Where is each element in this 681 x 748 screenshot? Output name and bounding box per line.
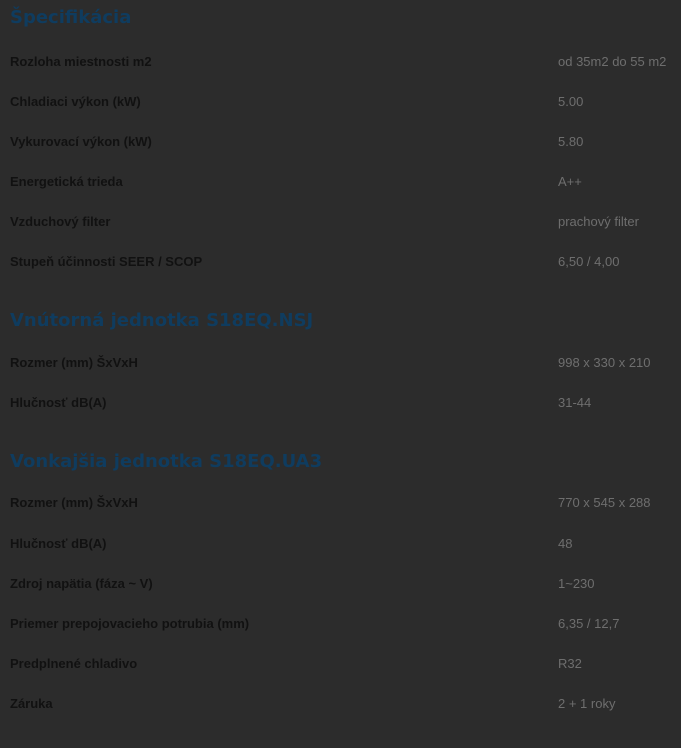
spec-label: Vykurovací výkon (kW) [10,134,152,149]
spec-row-cooling-power [0,82,681,122]
spec-label: Rozloha miestnosti m2 [10,54,152,69]
spec-label: Hlučnosť dB(A) [10,395,107,410]
spec-value: 1~230 [558,576,595,591]
spec-value: 6,50 / 4,00 [558,254,620,269]
spec-label: Záruka [10,696,53,711]
spec-row-indoor-noise [0,383,681,423]
spec-value: 2 + 1 roky [558,696,616,711]
spec-label: Vzduchový filter [10,214,111,229]
spec-value: 48 [558,536,573,551]
spec-row-pipe-diameter [0,604,681,644]
spec-value: prachový filter [558,214,639,229]
section-title-indoor-unit: Vnútorná jednotka S18EQ.NSJ [10,310,314,331]
spec-label: Energetická trieda [10,174,123,189]
section-title-specifikacia: Špecifikácia [10,7,132,28]
spec-label: Rozmer (mm) ŠxVxH [10,355,138,370]
spec-label: Stupeň účinnosti SEER / SCOP [10,254,203,269]
spec-label: Chladiaci výkon (kW) [10,94,141,109]
spec-label: Hlučnosť dB(A) [10,536,107,551]
spec-row-outdoor-noise [0,524,681,564]
spec-row-power-supply [0,564,681,604]
spec-label: Zdroj napätia (fáza ~ V) [10,576,153,591]
spec-value: 5.00 [558,94,584,109]
spec-row-room-area [0,42,681,82]
spec-value: A++ [558,174,582,189]
spec-value: od 35m2 do 55 m2 [558,54,667,69]
spec-row-refrigerant [0,644,681,684]
spec-row-efficiency [0,242,681,282]
spec-label: Rozmer (mm) ŠxVxH [10,495,138,510]
spec-value: 31-44 [558,395,592,410]
spec-value: 6,35 / 12,7 [558,616,620,631]
spec-label: Predplnené chladivo [10,656,138,671]
spec-row-indoor-dimensions [0,343,681,383]
spec-value: 998 x 330 x 210 [558,355,651,370]
spec-row-warranty [0,684,681,724]
spec-row-outdoor-dimensions [0,483,681,523]
section-title-outdoor-unit: Vonkajšia jednotka S18EQ.UA3 [10,451,323,472]
spec-value: 5.80 [558,134,584,149]
spec-label: Priemer prepojovacieho potrubia (mm) [10,616,250,631]
spec-value: R32 [558,656,582,671]
spec-value: 770 x 545 x 288 [558,495,651,510]
spec-row-heating-power [0,122,681,162]
spec-row-air-filter [0,202,681,242]
spec-row-energy-class [0,162,681,202]
